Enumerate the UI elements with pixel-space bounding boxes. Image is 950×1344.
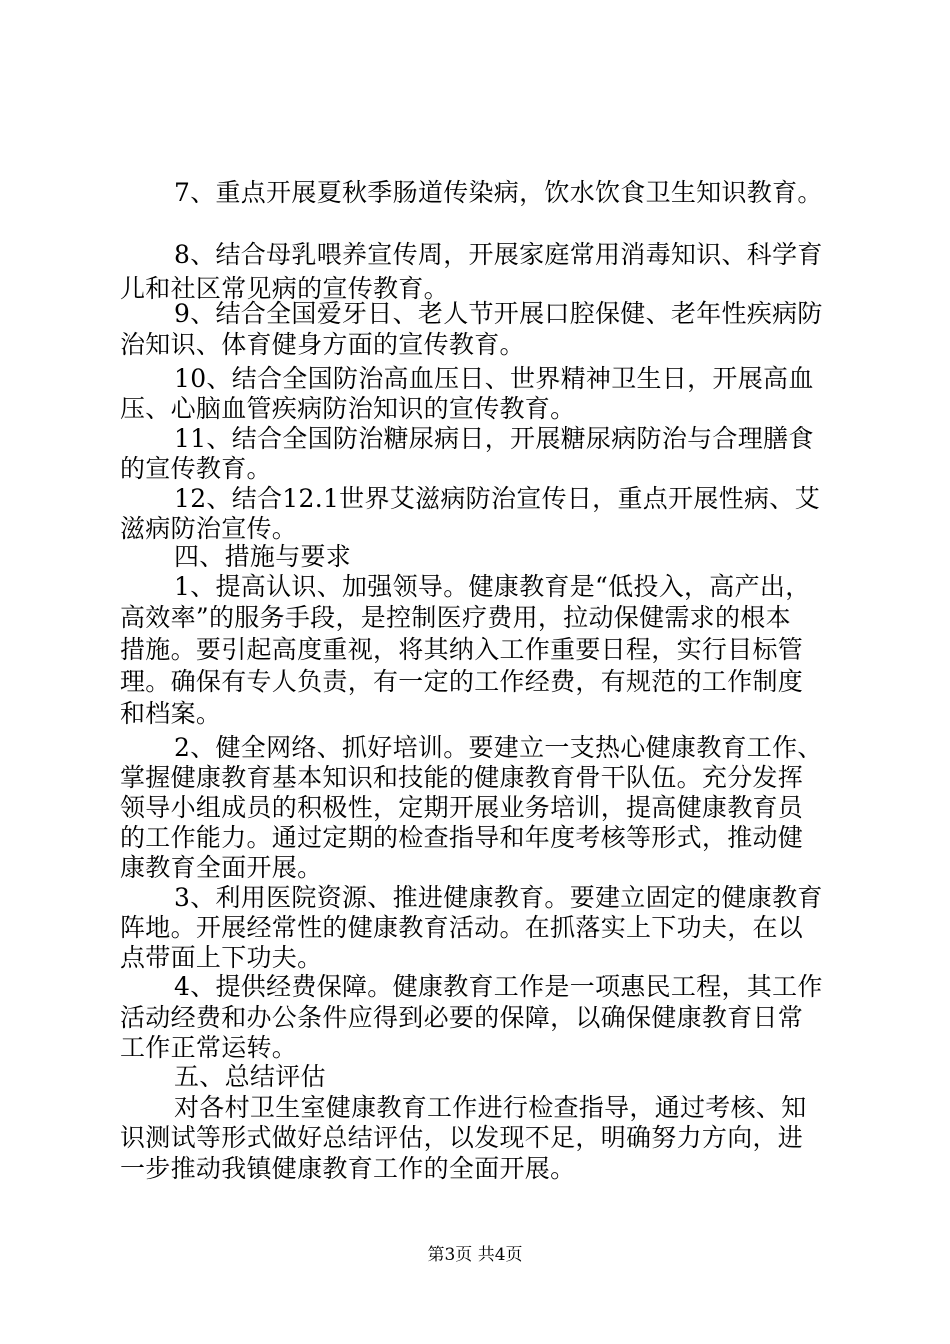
paragraph-line: 对各村卫生室健康教育工作进行检查指导，通过考核、知 <box>174 1093 807 1122</box>
paragraph-line: 点带面上下功夫。 <box>120 943 323 972</box>
paragraph-line: 的宣传教育。 <box>120 454 272 483</box>
paragraph-line: 2、健全网络、抓好培训。要建立一支热心健康教育工作、 <box>174 733 823 762</box>
paragraph-line: 活动经费和办公条件应得到必要的保障，以确保健康教育日常 <box>120 1003 804 1032</box>
paragraph-line: 识测试等形式做好总结评估，以发现不足，明确努力方向，进 <box>120 1123 804 1152</box>
paragraph-line: 儿和社区常见病的宣传教育。 <box>120 274 449 303</box>
paragraph-line: 工作正常运转。 <box>120 1033 298 1062</box>
paragraph-line: 12、结合12.1世界艾滋病防治宣传日，重点开展性病、艾 <box>174 484 820 513</box>
paragraph-line: 高效率”的服务手段，是控制医疗费用，拉动保健需求的根本 <box>120 603 791 632</box>
paragraph-line: 掌握健康教育基本知识和技能的健康教育骨干队伍。充分发挥 <box>120 763 804 792</box>
paragraph-line: 10、结合全国防治高血压日、世界精神卫生日，开展高血 <box>174 364 814 393</box>
paragraph-line: 理。确保有专人负责，有一定的工作经费，有规范的工作制度 <box>120 667 804 696</box>
paragraph-line: 领导小组成员的积极性，定期开展业务培训，提高健康教育员 <box>120 793 804 822</box>
paragraph-line: 康教育全面开展。 <box>120 853 323 882</box>
paragraph-line: 滋病防治宣传。 <box>120 514 298 543</box>
section-heading: 四、措施与要求 <box>174 542 352 571</box>
paragraph-line: 3、利用医院资源、推进健康教育。要建立固定的健康教育 <box>174 883 823 912</box>
paragraph-line: 阵地。开展经常性的健康教育活动。在抓落实上下功夫，在以 <box>120 913 804 942</box>
page-number-footer: 第3页 共4页 <box>427 1245 523 1265</box>
paragraph-line: 治知识、体育健身方面的宣传教育。 <box>120 330 525 359</box>
paragraph-line: 4、提供经费保障。健康教育工作是一项惠民工程，其工作 <box>174 972 823 1001</box>
paragraph-line: 11、结合全国防治糖尿病日，开展糖尿病防治与合理膳食 <box>174 424 814 453</box>
paragraph-line: 措施。要引起高度重视，将其纳入工作重要日程，实行目标管 <box>120 635 804 664</box>
paragraph-line: 7、重点开展夏秋季肠道传染病，饮水饮食卫生知识教育。 <box>174 178 823 207</box>
paragraph-line: 一步推动我镇健康教育工作的全面开展。 <box>120 1154 576 1183</box>
section-heading: 五、总结评估 <box>174 1062 326 1091</box>
paragraph-line: 和档案。 <box>120 699 222 728</box>
paragraph-line: 8、结合母乳喂养宣传周，开展家庭常用消毒知识、科学育 <box>174 240 823 269</box>
paragraph-line: 的工作能力。通过定期的检查指导和年度考核等形式，推动健 <box>120 823 804 852</box>
paragraph-line: 1、提高认识、加强领导。健康教育是“低投入，高产出， <box>174 572 811 601</box>
paragraph-line: 9、结合全国爱牙日、老人节开展口腔保健、老年性疾病防 <box>174 299 823 328</box>
paragraph-line: 压、心脑血管疾病防治知识的宣传教育。 <box>120 394 576 423</box>
